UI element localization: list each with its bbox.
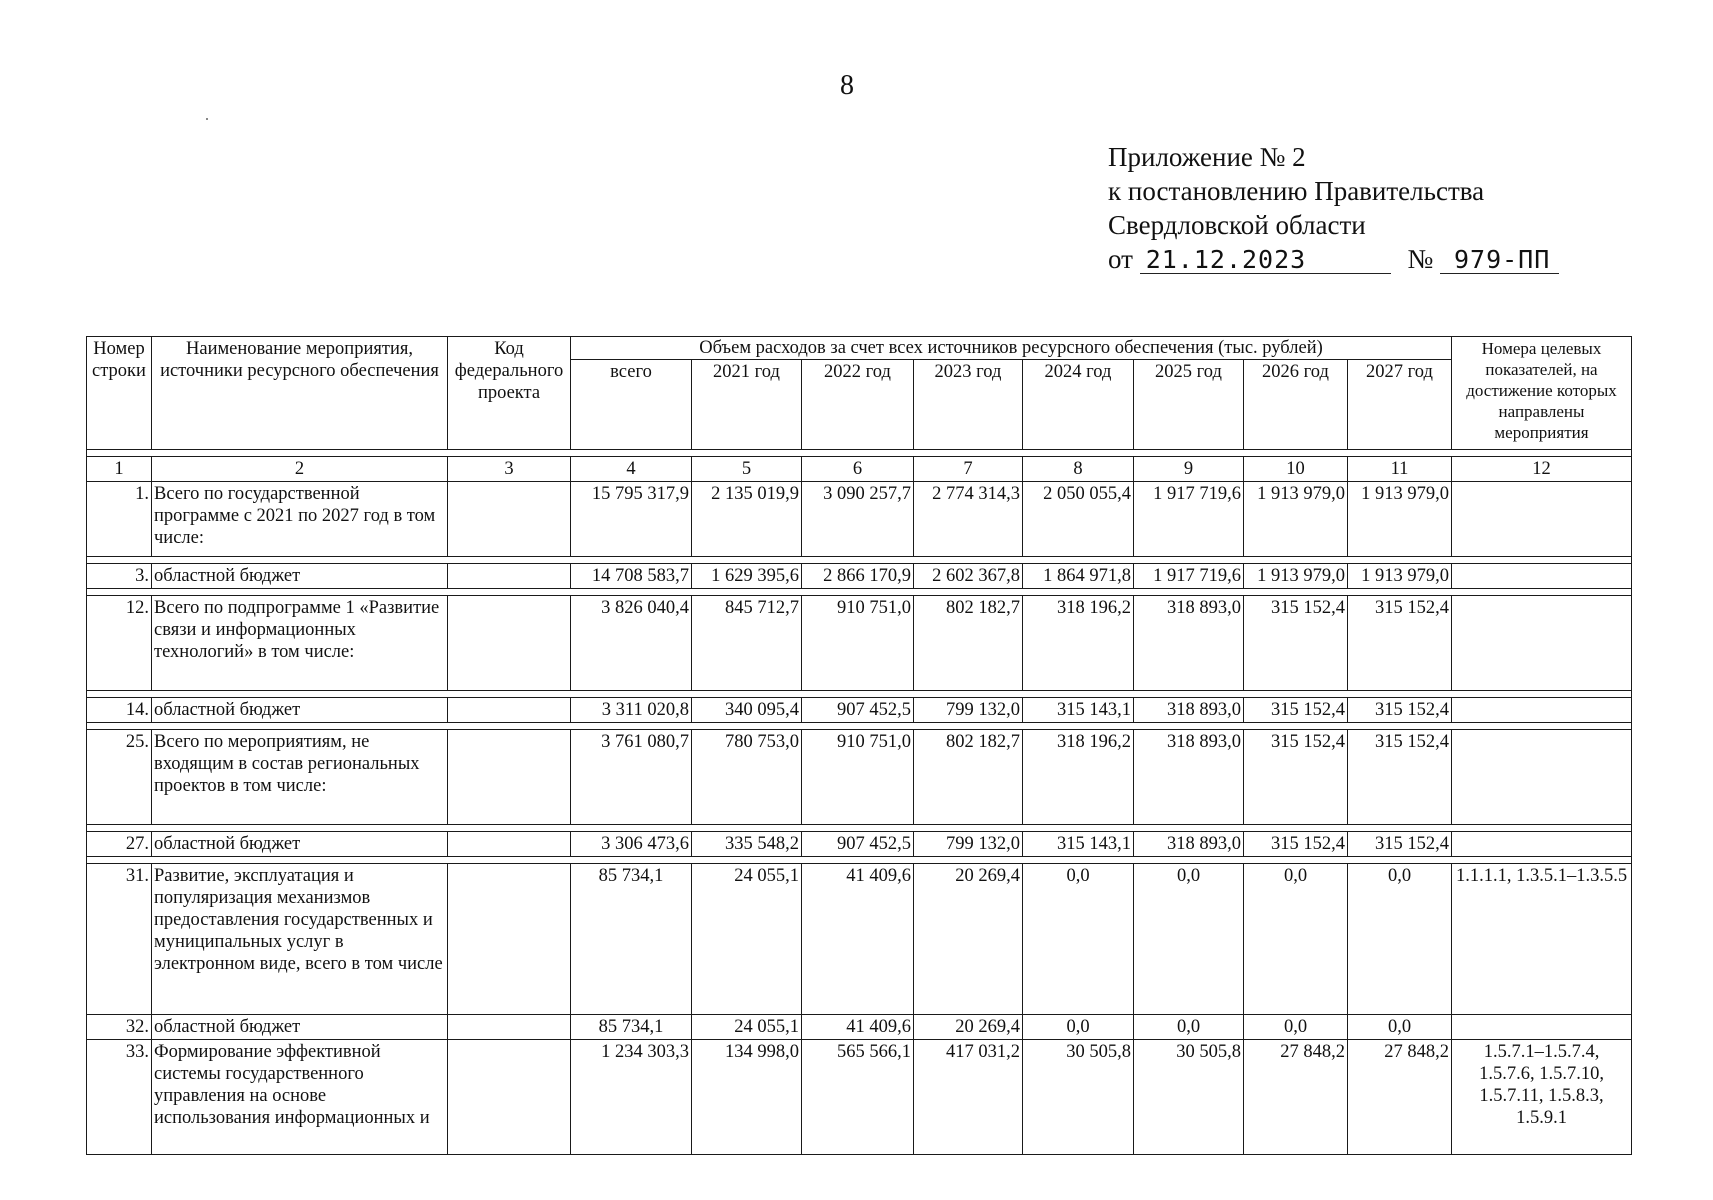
table-row [87, 1015, 1632, 1040]
value-cell: 1 913 979,0 [1348, 564, 1452, 589]
row-number-cell: 14. [87, 698, 152, 723]
project-code-cell [448, 1040, 571, 1155]
value-cell: 802 182,7 [914, 596, 1023, 691]
appendix-region: Свердловской области [1108, 210, 1366, 240]
target-indicators-cell: 1.5.7.1–1.5.7.4, 1.5.7.6, 1.5.7.10, 1.5.7.11, 1.5.8.3, 1.5.9.1 [1452, 1040, 1632, 1155]
column-index: 5 [692, 457, 802, 482]
header-row-number: Номер строки [87, 337, 152, 450]
value-cell: 318 893,0 [1134, 832, 1244, 857]
value-cell: 315 152,4 [1244, 832, 1348, 857]
value-cell: 315 152,4 [1244, 596, 1348, 691]
value-cell: 85 734,1 [571, 1015, 692, 1040]
value-cell: 1 864 971,8 [1023, 564, 1134, 589]
value-cell: 340 095,4 [692, 698, 802, 723]
column-index: 4 [571, 457, 692, 482]
row-name-cell: областной бюджет [152, 698, 448, 723]
row-number-cell: 27. [87, 832, 152, 857]
row-number-cell: 31. [87, 864, 152, 1015]
value-cell: 1 913 979,0 [1348, 482, 1452, 557]
table-row [87, 864, 1632, 1015]
value-cell: 910 751,0 [802, 730, 914, 825]
column-index: 7 [914, 457, 1023, 482]
header-2022: 2022 год [802, 360, 914, 450]
value-cell: 780 753,0 [692, 730, 802, 825]
column-index: 10 [1244, 457, 1348, 482]
header-2024: 2024 год [1023, 360, 1134, 450]
project-code-cell [448, 698, 571, 723]
row-number-cell: 3. [87, 564, 152, 589]
header-name: Наименование мероприятия, источники ресурсного обеспечения [152, 337, 448, 450]
table-row [87, 596, 1632, 691]
value-cell: 134 998,0 [692, 1040, 802, 1155]
column-index: 11 [1348, 457, 1452, 482]
value-cell: 27 848,2 [1244, 1040, 1348, 1155]
value-cell: 845 712,7 [692, 596, 802, 691]
appendix-date-line [1108, 242, 1559, 276]
value-cell: 3 311 020,8 [571, 698, 692, 723]
value-cell: 318 893,0 [1134, 596, 1244, 691]
value-cell: 907 452,5 [802, 698, 914, 723]
target-indicators-cell [1452, 832, 1632, 857]
value-cell: 3 761 080,7 [571, 730, 692, 825]
value-cell: 315 152,4 [1348, 596, 1452, 691]
value-cell: 315 152,4 [1348, 730, 1452, 825]
value-cell: 15 795 317,9 [571, 482, 692, 557]
value-cell: 0,0 [1134, 864, 1244, 1015]
value-cell: 20 269,4 [914, 864, 1023, 1015]
value-cell: 0,0 [1348, 1015, 1452, 1040]
date-prefix: от [1108, 244, 1133, 274]
column-index: 6 [802, 457, 914, 482]
target-indicators-cell [1452, 482, 1632, 557]
header-code: Код федерального проекта [448, 337, 571, 450]
value-cell: 417 031,2 [914, 1040, 1023, 1155]
row-name-cell: областной бюджет [152, 832, 448, 857]
value-cell: 0,0 [1244, 1015, 1348, 1040]
project-code-cell [448, 482, 571, 557]
value-cell: 0,0 [1244, 864, 1348, 1015]
target-indicators-cell [1452, 730, 1632, 825]
table-row [87, 564, 1632, 589]
value-cell: 3 090 257,7 [802, 482, 914, 557]
value-cell: 315 152,4 [1348, 698, 1452, 723]
table-row [87, 698, 1632, 723]
row-name-cell: Всего по мероприятиям, не входящим в состав региональных проектов в том числе: [152, 730, 448, 825]
page-number: 8 [840, 70, 854, 101]
value-cell: 2 135 019,9 [692, 482, 802, 557]
value-cell: 318 893,0 [1134, 698, 1244, 723]
value-cell: 14 708 583,7 [571, 564, 692, 589]
column-index: 2 [152, 457, 448, 482]
number-prefix: № [1407, 244, 1434, 274]
appendix-subtitle: к постановлению Правительства [1108, 176, 1485, 206]
row-number-cell: 32. [87, 1015, 152, 1040]
value-cell: 30 505,8 [1023, 1040, 1134, 1155]
row-name-cell: Всего по государственной программе с 2021 по 2027 год в том числе: [152, 482, 448, 557]
value-cell: 1 917 719,6 [1134, 564, 1244, 589]
table-row [87, 482, 1632, 557]
project-code-cell [448, 1015, 571, 1040]
header-2025: 2025 год [1134, 360, 1244, 450]
project-code-cell [448, 730, 571, 825]
table-row [87, 730, 1632, 825]
table-row [87, 832, 1632, 857]
row-number-cell: 1. [87, 482, 152, 557]
value-cell: 20 269,4 [914, 1015, 1023, 1040]
appendix-header [1108, 140, 1559, 276]
value-cell: 3 826 040,4 [571, 596, 692, 691]
row-name-cell: Всего по подпрограмме 1 «Развитие связи и информационных технологий» в том числе: [152, 596, 448, 691]
header-goals: Номера целевых показателей, на достижение которых направлены мероприятия [1452, 337, 1632, 450]
row-name-cell: областной бюджет [152, 1015, 448, 1040]
header-2026: 2026 год [1244, 360, 1348, 450]
value-cell: 27 848,2 [1348, 1040, 1452, 1155]
row-number-cell: 33. [87, 1040, 152, 1155]
target-indicators-cell [1452, 1015, 1632, 1040]
value-cell: 85 734,1 [571, 864, 692, 1015]
value-cell: 24 055,1 [692, 1015, 802, 1040]
row-name-cell: Развитие, эксплуатация и популяризация механизмов предоставления государственных и муниципальных услуг в электронном виде, всего в том числе [152, 864, 448, 1015]
value-cell: 1 234 303,3 [571, 1040, 692, 1155]
value-cell: 315 143,1 [1023, 698, 1134, 723]
value-cell: 41 409,6 [802, 1015, 914, 1040]
target-indicators-cell [1452, 564, 1632, 589]
appendix-title: Приложение № 2 [1108, 142, 1306, 172]
header-total: всего [571, 360, 692, 450]
decree-date: 21.12.2023 [1140, 247, 1391, 274]
project-code-cell [448, 832, 571, 857]
value-cell: 1 917 719,6 [1134, 482, 1244, 557]
value-cell: 318 196,2 [1023, 730, 1134, 825]
budget-table [86, 336, 1632, 1155]
table-body [87, 482, 1632, 1155]
header-row-1 [87, 337, 1632, 360]
value-cell: 1 629 395,6 [692, 564, 802, 589]
header-2023: 2023 год [914, 360, 1023, 450]
column-index: 8 [1023, 457, 1134, 482]
value-cell: 565 566,1 [802, 1040, 914, 1155]
value-cell: 2 774 314,3 [914, 482, 1023, 557]
header-2021: 2021 год [692, 360, 802, 450]
value-cell: 0,0 [1134, 1015, 1244, 1040]
value-cell: 315 152,4 [1348, 832, 1452, 857]
value-cell: 907 452,5 [802, 832, 914, 857]
row-name-cell: Формирование эффективной системы государственного управления на основе использования информационных и [152, 1040, 448, 1155]
value-cell: 315 152,4 [1244, 730, 1348, 825]
project-code-cell [448, 864, 571, 1015]
value-cell: 2 602 367,8 [914, 564, 1023, 589]
value-cell: 335 548,2 [692, 832, 802, 857]
project-code-cell [448, 564, 571, 589]
value-cell: 2 866 170,9 [802, 564, 914, 589]
value-cell: 799 132,0 [914, 832, 1023, 857]
column-index: 3 [448, 457, 571, 482]
value-cell: 1 913 979,0 [1244, 564, 1348, 589]
value-cell: 315 143,1 [1023, 832, 1134, 857]
table-row [87, 1040, 1632, 1155]
scan-speck [206, 118, 208, 120]
header-volume: Объем расходов за счет всех источников ресурсного обеспечения (тыс. рублей) [571, 337, 1452, 360]
value-cell: 30 505,8 [1134, 1040, 1244, 1155]
value-cell: 315 152,4 [1244, 698, 1348, 723]
value-cell: 0,0 [1023, 1015, 1134, 1040]
column-index: 12 [1452, 457, 1632, 482]
target-indicators-cell [1452, 596, 1632, 691]
value-cell: 41 409,6 [802, 864, 914, 1015]
row-number-cell: 25. [87, 730, 152, 825]
value-cell: 318 893,0 [1134, 730, 1244, 825]
value-cell: 2 050 055,4 [1023, 482, 1134, 557]
project-code-cell [448, 596, 571, 691]
value-cell: 0,0 [1348, 864, 1452, 1015]
value-cell: 0,0 [1023, 864, 1134, 1015]
column-index: 9 [1134, 457, 1244, 482]
row-name-cell: областной бюджет [152, 564, 448, 589]
value-cell: 799 132,0 [914, 698, 1023, 723]
value-cell: 318 196,2 [1023, 596, 1134, 691]
value-cell: 3 306 473,6 [571, 832, 692, 857]
value-cell: 802 182,7 [914, 730, 1023, 825]
value-cell: 1 913 979,0 [1244, 482, 1348, 557]
column-index-row [87, 457, 1632, 482]
header-2027: 2027 год [1348, 360, 1452, 450]
target-indicators-cell: 1.1.1.1, 1.3.5.1–1.3.5.5 [1452, 864, 1632, 1015]
column-index: 1 [87, 457, 152, 482]
row-number-cell: 12. [87, 596, 152, 691]
value-cell: 24 055,1 [692, 864, 802, 1015]
target-indicators-cell [1452, 698, 1632, 723]
value-cell: 910 751,0 [802, 596, 914, 691]
decree-number: 979-ПП [1440, 247, 1559, 274]
